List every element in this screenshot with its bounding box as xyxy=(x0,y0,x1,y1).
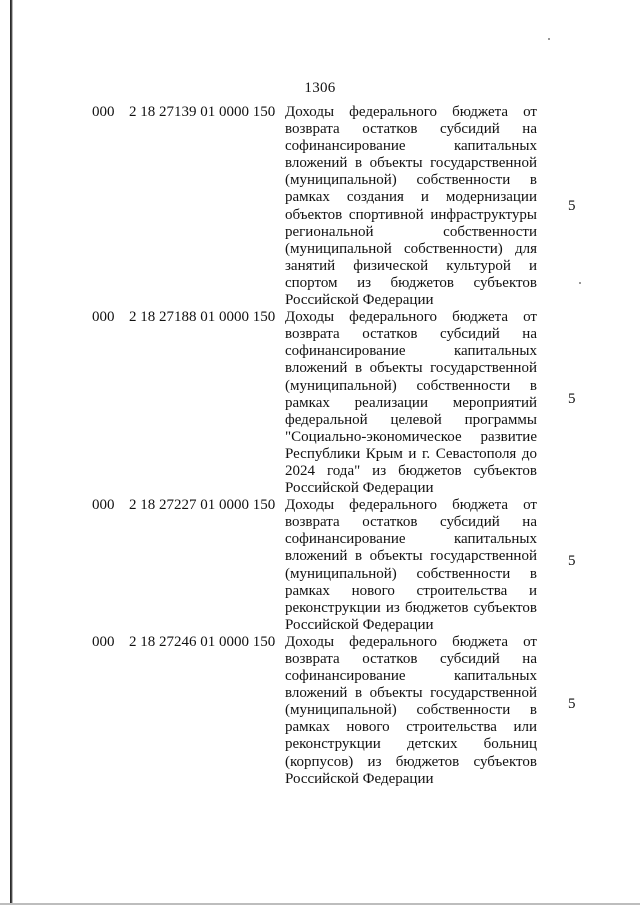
income-description: Доходы федерального бюджета от возврата остатков субсидий на софинансирование капитальных вложений в объекты государственной (муниципальной) собственности в рамках реализации мероприятий федеральной целевой программы "Социально-экономическое развитие Республики Крым и г. Севастополя до 2024 года" из бюджетов субъектов Российской Федерации xyxy=(285,309,537,497)
table-row xyxy=(0,309,640,497)
budget-classification-code: 2 18 27188 01 0000 150 xyxy=(129,309,276,326)
budget-classification-code: 2 18 27139 01 0000 150 xyxy=(129,104,276,120)
page-number: 1306 xyxy=(304,80,336,96)
income-description: Доходы федерального бюджета от возврата остатков субсидий на софинансирование капитальных вложений в объекты государственной (муниципальной) собственности в рамках нового строительства и реконструкции из бюджетов субъектов Российской Федерации xyxy=(285,497,537,633)
admin-code: 000 xyxy=(92,309,115,326)
standard-value: 5 xyxy=(568,553,576,570)
standard-value: 5 xyxy=(568,391,576,408)
budget-code-table xyxy=(0,104,640,788)
standard-value: 5 xyxy=(568,198,576,214)
admin-code: 000 xyxy=(92,497,115,514)
income-description: Доходы федерального бюджета от возврата остатков субсидий на софинансирование капитальных вложений в объекты государственной (муниципальной) собственности в рамках нового строительства или реконструкции детских больниц (корпусов) из бюджетов субъектов Российской Федерации xyxy=(285,633,537,787)
table-row xyxy=(0,634,640,788)
admin-code: 000 xyxy=(92,104,115,120)
scan-speck xyxy=(548,38,550,40)
budget-classification-code: 2 18 27227 01 0000 150 xyxy=(129,497,276,514)
budget-classification-code: 2 18 27246 01 0000 150 xyxy=(129,633,276,650)
admin-code: 000 xyxy=(92,633,115,650)
table-row xyxy=(0,497,640,634)
table-row xyxy=(0,104,640,309)
income-description: Доходы федерального бюджета от возврата остатков субсидий на софинансирование капитальных вложений в объекты государственной (муниципальной) собственности в рамках создания и модернизации объектов спортивной инфраструктуры региональной собственности (муниципальной собственности) для занятий физической культурой и спортом из бюджетов субъектов Российской Федерации xyxy=(285,104,537,309)
standard-value: 5 xyxy=(568,695,576,712)
